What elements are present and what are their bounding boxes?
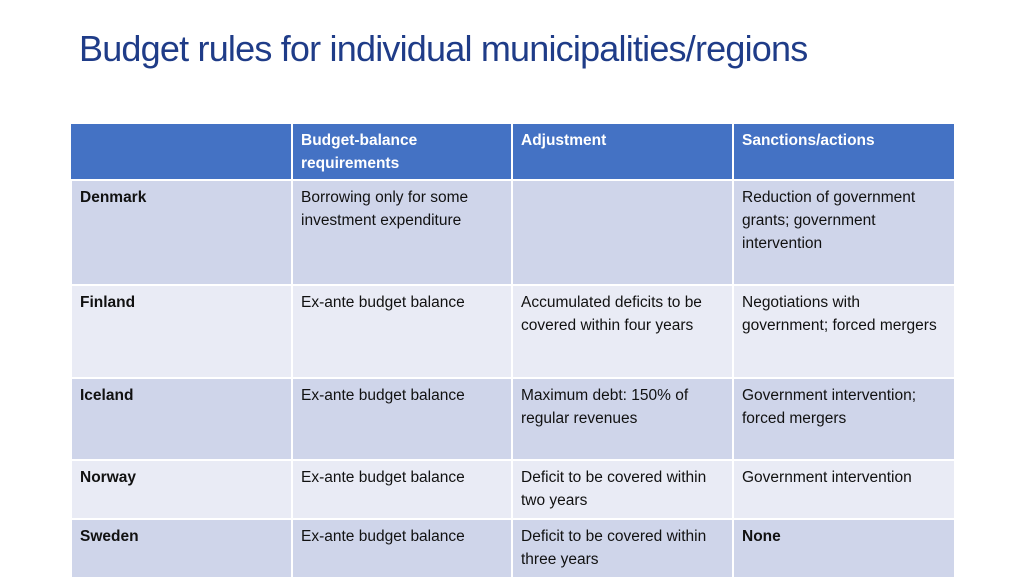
table-row [71,180,955,285]
adjustment-cell: Deficit to be covered within two years [512,460,733,519]
adjustment-cell: Deficit to be covered within three years [512,519,733,578]
adjustment-cell [512,180,733,285]
requirement-cell: Ex-ante budget balance [292,519,512,578]
page-title: Budget rules for individual municipalities/regions [79,28,808,69]
table-row [71,519,955,578]
requirement-cell: Ex-ante budget balance [292,378,512,460]
requirement-cell: Ex-ante budget balance [292,285,512,378]
table-row [71,285,955,378]
requirement-cell: Borrowing only for some investment expenditure [292,180,512,285]
sanction-cell: Reduction of government grants; government intervention [733,180,955,285]
country-cell: Finland [71,285,292,378]
header-cell-requirements: Budget-balance requirements [292,123,512,180]
header-cell-country [71,123,292,180]
table-row [71,460,955,519]
sanction-cell: Government intervention [733,460,955,519]
country-cell: Norway [71,460,292,519]
sanction-cell: Government intervention; forced mergers [733,378,955,460]
header-cell-sanctions: Sanctions/actions [733,123,955,180]
table-row [71,378,955,460]
adjustment-cell: Accumulated deficits to be covered within four years [512,285,733,378]
requirement-cell: Ex-ante budget balance [292,460,512,519]
sanction-cell: Negotiations with government; forced mergers [733,285,955,378]
adjustment-cell: Maximum debt: 150% of regular revenues [512,378,733,460]
country-cell: Iceland [71,378,292,460]
table-header-row [71,123,955,180]
sanction-cell: None [733,519,955,578]
country-cell: Denmark [71,180,292,285]
budget-rules-table [70,122,956,579]
header-cell-adjustment: Adjustment [512,123,733,180]
country-cell: Sweden [71,519,292,578]
